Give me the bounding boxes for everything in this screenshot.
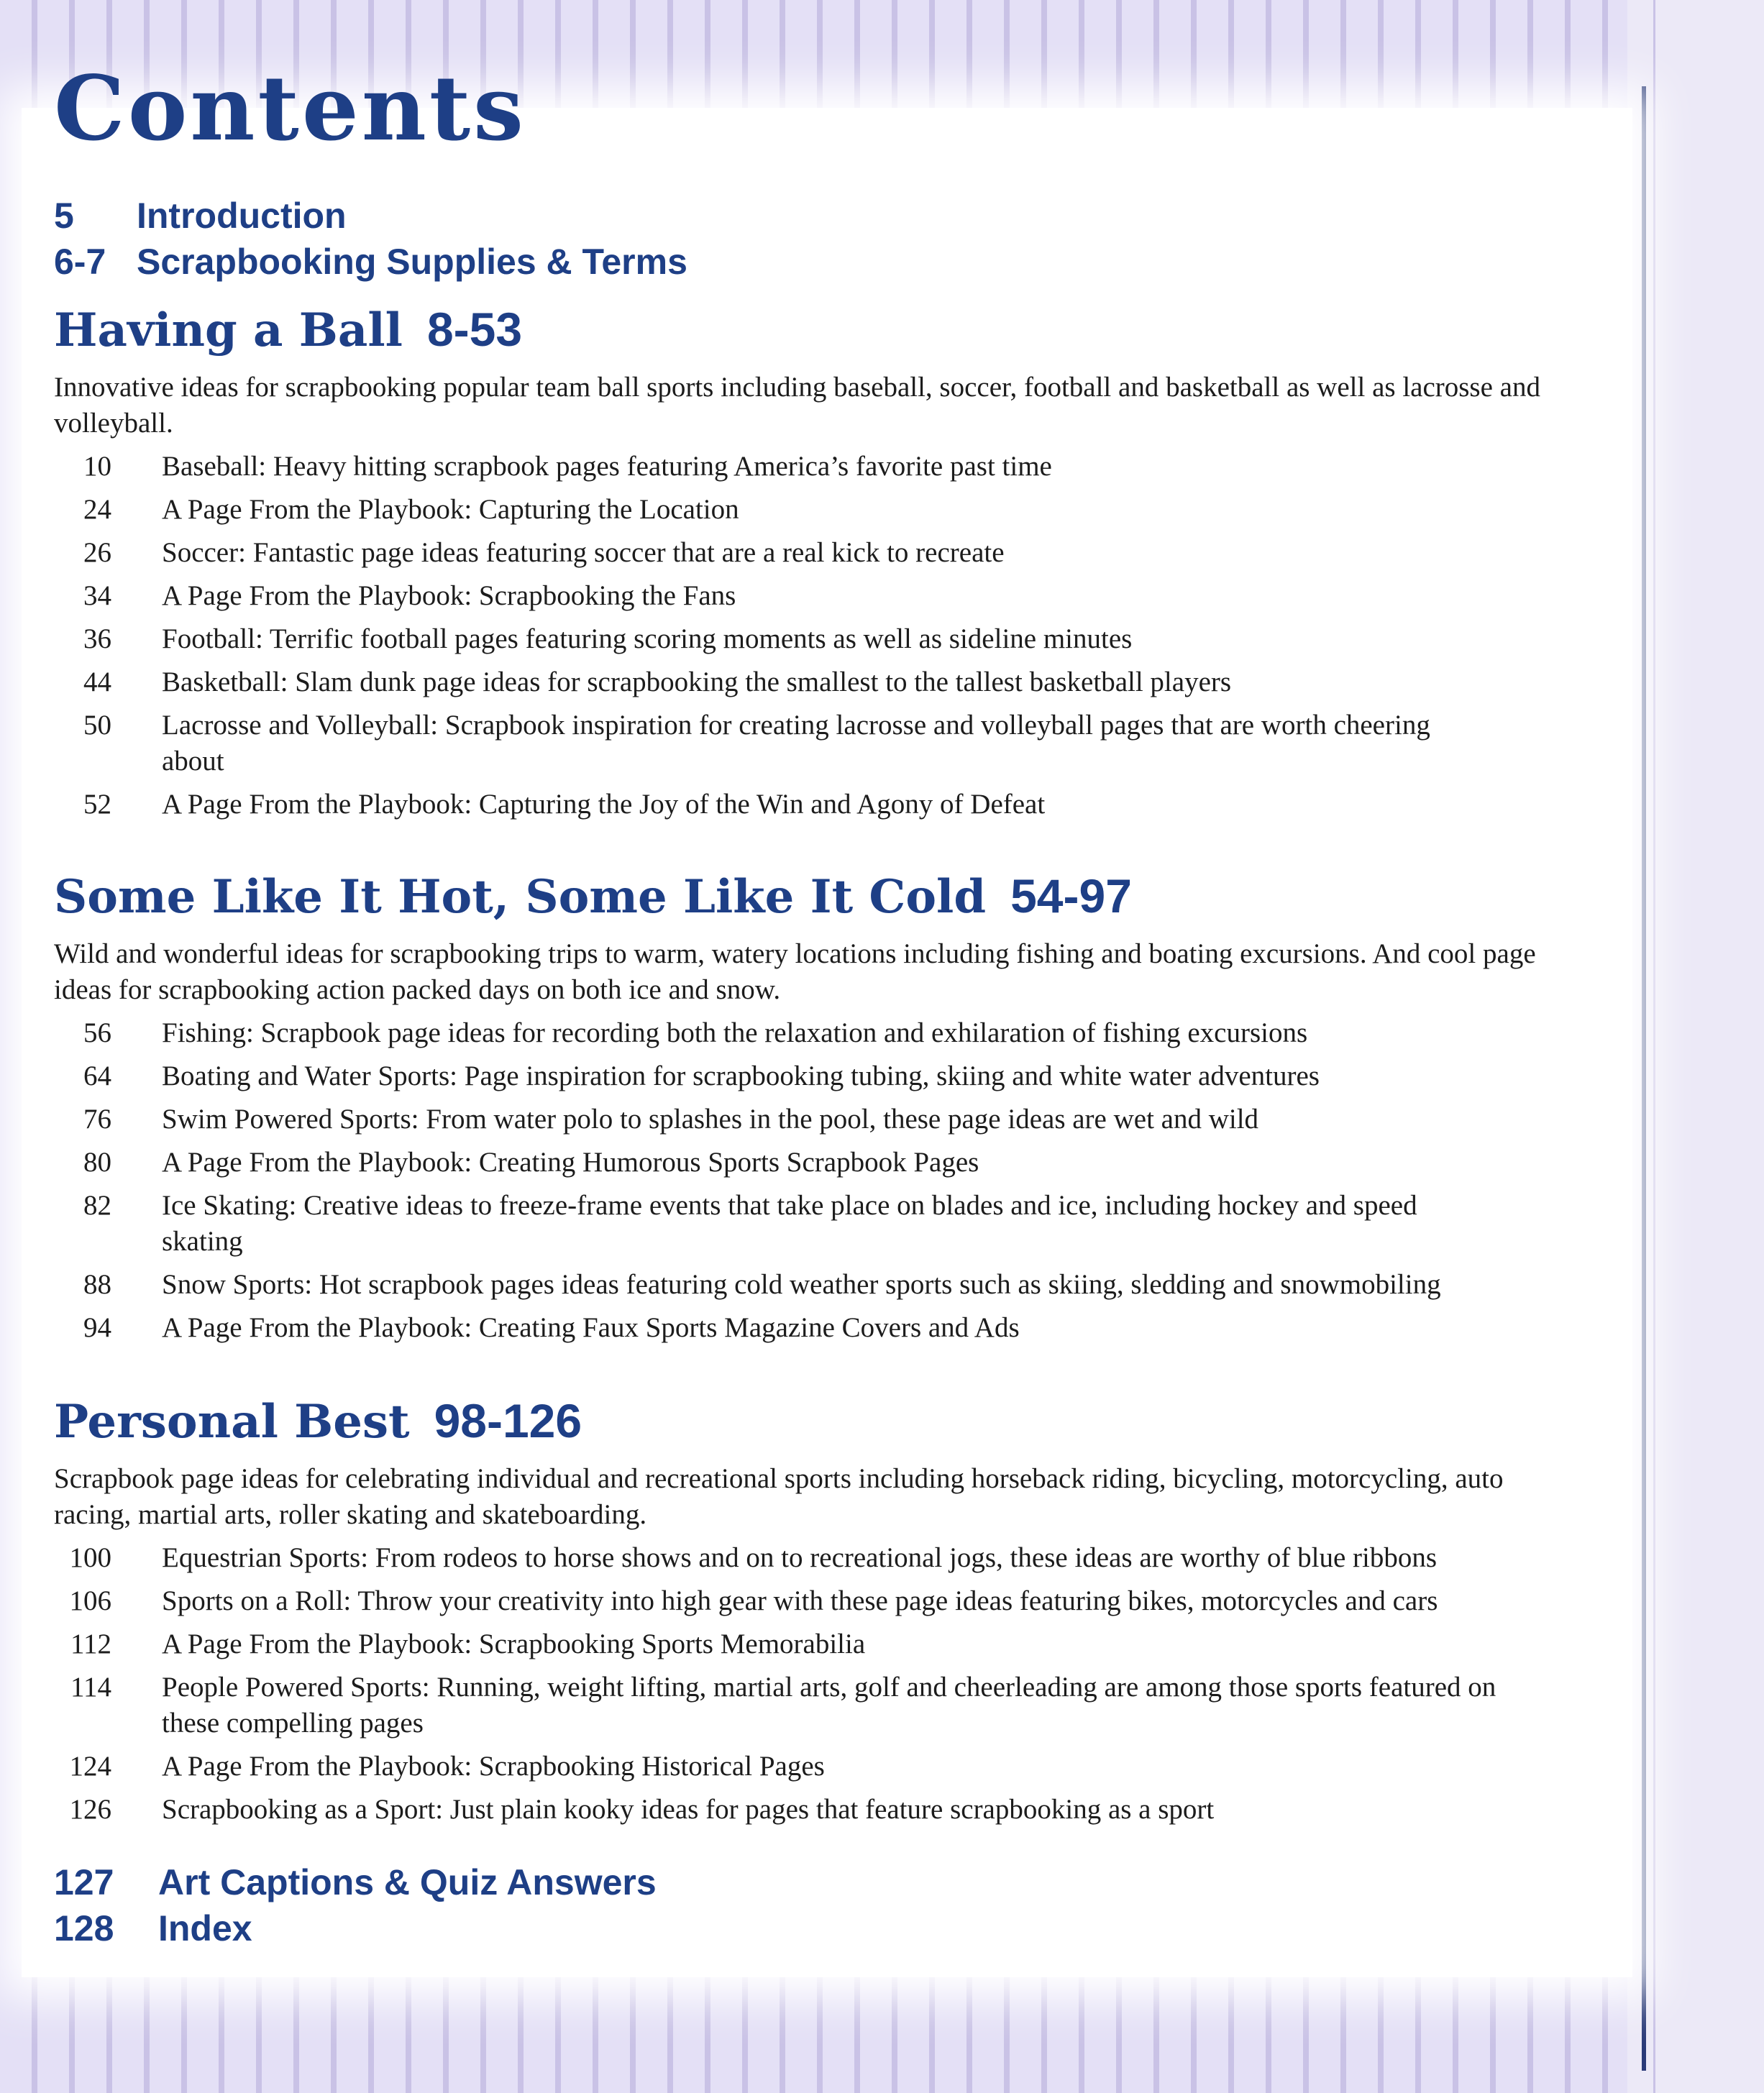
table-of-contents (54, 57, 1564, 1951)
entry-page-number: 94 (83, 1312, 111, 1343)
entry-text: A Page From the Playbook: Scrapbooking Sports Memorabilia (162, 1629, 866, 1659)
entry-page-number: 44 (83, 667, 111, 697)
section-page-range: 54-97 (1010, 869, 1132, 922)
entry-page-number: 10 (83, 451, 111, 482)
entry-page-number: 114 (70, 1672, 111, 1703)
entry-page-number: 126 (69, 1794, 111, 1825)
toc-entry[interactable] (54, 1102, 1564, 1137)
section-page-range: 98-126 (434, 1394, 582, 1447)
toc-entry[interactable] (54, 1145, 1564, 1181)
section-personal-best (54, 1392, 1564, 1828)
toc-label: Index (158, 1908, 252, 1948)
entry-page-number: 100 (69, 1542, 111, 1573)
section-heading[interactable] (54, 301, 1564, 359)
toc-entry[interactable] (54, 1670, 1564, 1741)
entry-text: A Page From the Playbook: Capturing the Joy of the Win and Agony of Defeat (162, 789, 1046, 820)
toc-entry[interactable] (54, 1058, 1564, 1094)
entry-text: People Powered Sports: Running, weight lifting, martial arts, golf and cheerleading are among those sports featured on these compelling pages (162, 1672, 1496, 1739)
toc-entry[interactable] (54, 1626, 1564, 1662)
section-title: Personal Best (54, 1395, 410, 1449)
entry-page-number: 106 (69, 1585, 111, 1616)
section-having-a-ball (54, 301, 1564, 823)
entry-page-number: 80 (83, 1147, 111, 1178)
toc-entry[interactable] (54, 707, 1564, 779)
gutter-stripe (1653, 0, 1655, 2093)
toc-entry[interactable] (54, 449, 1564, 485)
section-heading[interactable] (54, 1392, 1564, 1451)
toc-entry[interactable] (54, 1792, 1564, 1828)
entry-page-number: 124 (69, 1751, 111, 1782)
entry-text: Ice Skating: Creative ideas to freeze-frame events that take place on blades and ice, including hockey and speed skating (162, 1190, 1417, 1257)
toc-page-number: 128 (54, 1908, 114, 1948)
entry-page-number: 88 (83, 1269, 111, 1300)
toc-page-number: 6-7 (54, 242, 106, 282)
entry-page-number: 56 (83, 1017, 111, 1048)
entry-text: Equestrian Sports: From rodeos to horse shows and on to recreational jogs, these ideas are worthy of blue ribbons (162, 1542, 1438, 1573)
entry-page-number: 82 (83, 1190, 111, 1221)
toc-label: Scrapbooking Supplies & Terms (137, 242, 687, 282)
binding-line (1642, 86, 1646, 2071)
toc-entry[interactable] (54, 1749, 1564, 1785)
toc-item-introduction[interactable] (54, 193, 1564, 239)
entry-text: A Page From the Playbook: Scrapbooking the Fans (162, 580, 736, 611)
entry-text: Boating and Water Sports: Page inspiration for scrapbooking tubing, skiing and white water adventures (162, 1061, 1320, 1091)
spacer (54, 1346, 1564, 1376)
section-some-like-it-hot (54, 867, 1564, 1346)
toc-entry[interactable] (54, 535, 1564, 571)
toc-entry[interactable] (54, 492, 1564, 528)
section-page-range: 8-53 (426, 303, 523, 356)
toc-entry[interactable] (54, 1267, 1564, 1303)
entry-text: Scrapbooking as a Sport: Just plain kooky ideas for pages that feature scrapbooking as a sport (162, 1794, 1215, 1825)
entry-page-number: 52 (83, 789, 111, 820)
entry-text: Sports on a Roll: Throw your creativity into high gear with these page ideas featuring bikes, motorcycles and cars (162, 1585, 1438, 1616)
toc-item-supplies-terms[interactable] (54, 239, 1564, 285)
toc-entry[interactable] (54, 1015, 1564, 1051)
toc-entry[interactable] (54, 1188, 1564, 1260)
section-title: Having a Ball (54, 303, 403, 357)
toc-entry[interactable] (54, 1310, 1564, 1346)
entry-page-number: 34 (83, 580, 111, 611)
front-matter-list (54, 193, 1564, 285)
entry-page-number: 64 (83, 1061, 111, 1091)
spacer (54, 823, 1564, 851)
toc-entry[interactable] (54, 1583, 1564, 1619)
toc-entry[interactable] (54, 1540, 1564, 1576)
section-description: Wild and wonderful ideas for scrapbooking trips to warm, watery locations including fishing and boating excursions. And cool page ideas for scrapbooking action packed days on both ice and snow. (54, 938, 1536, 1005)
entry-text: Soccer: Fantastic page ideas featuring soccer that are a real kick to recreate (162, 537, 1005, 568)
toc-item-art-captions[interactable] (54, 1859, 1564, 1905)
back-matter-list (54, 1859, 1564, 1951)
page-gutter (1627, 0, 1764, 2093)
entry-page-number: 112 (70, 1629, 111, 1659)
toc-page-number: 5 (54, 196, 74, 236)
entry-text: Snow Sports: Hot scrapbook pages ideas featuring cold weather sports such as skiing, sledding and snowmobiling (162, 1269, 1441, 1300)
toc-entry[interactable] (54, 664, 1564, 700)
section-title: Some Like It Hot, Some Like It Cold (54, 870, 987, 924)
entry-text: Fishing: Scrapbook page ideas for recording both the relaxation and exhilaration of fishing excursions (162, 1017, 1308, 1048)
toc-label: Art Captions & Quiz Answers (158, 1862, 657, 1902)
toc-item-index[interactable] (54, 1905, 1564, 1951)
entry-text: A Page From the Playbook: Creating Faux Sports Magazine Covers and Ads (162, 1312, 1020, 1343)
section-description: Scrapbook page ideas for celebrating individual and recreational sports including horseback riding, bicycling, motorcycling, auto racing, martial arts, roller skating and skateboarding. (54, 1463, 1504, 1530)
toc-entry[interactable] (54, 621, 1564, 657)
entry-text: Swim Powered Sports: From water polo to splashes in the pool, these page ideas are wet and wild (162, 1104, 1259, 1135)
page-title: Contents (54, 57, 526, 161)
entry-text: A Page From the Playbook: Scrapbooking Historical Pages (162, 1751, 825, 1782)
toc-page-number: 127 (54, 1862, 114, 1902)
toc-entry[interactable] (54, 787, 1564, 823)
entry-page-number: 36 (83, 623, 111, 654)
entry-page-number: 24 (83, 494, 111, 525)
toc-label: Introduction (137, 196, 347, 236)
entry-text: Basketball: Slam dunk page ideas for scrapbooking the smallest to the tallest basketball players (162, 667, 1232, 697)
entry-text: Lacrosse and Volleyball: Scrapbook inspiration for creating lacrosse and volleyball pages that are worth cheering about (162, 710, 1430, 777)
entry-text: A Page From the Playbook: Creating Humorous Sports Scrapbook Pages (162, 1147, 979, 1178)
toc-entry[interactable] (54, 578, 1564, 614)
section-heading[interactable] (54, 867, 1564, 926)
entry-text: Baseball: Heavy hitting scrapbook pages featuring America’s favorite past time (162, 451, 1052, 482)
entry-page-number: 26 (83, 537, 111, 568)
entry-page-number: 76 (83, 1104, 111, 1135)
entry-text: A Page From the Playbook: Capturing the Location (162, 494, 739, 525)
section-description: Innovative ideas for scrapbooking popular team ball sports including baseball, soccer, football and basketball as well as lacrosse and volleyball. (54, 372, 1540, 439)
entry-page-number: 50 (83, 710, 111, 741)
entry-text: Football: Terrific football pages featuring scoring moments as well as sideline minutes (162, 623, 1133, 654)
